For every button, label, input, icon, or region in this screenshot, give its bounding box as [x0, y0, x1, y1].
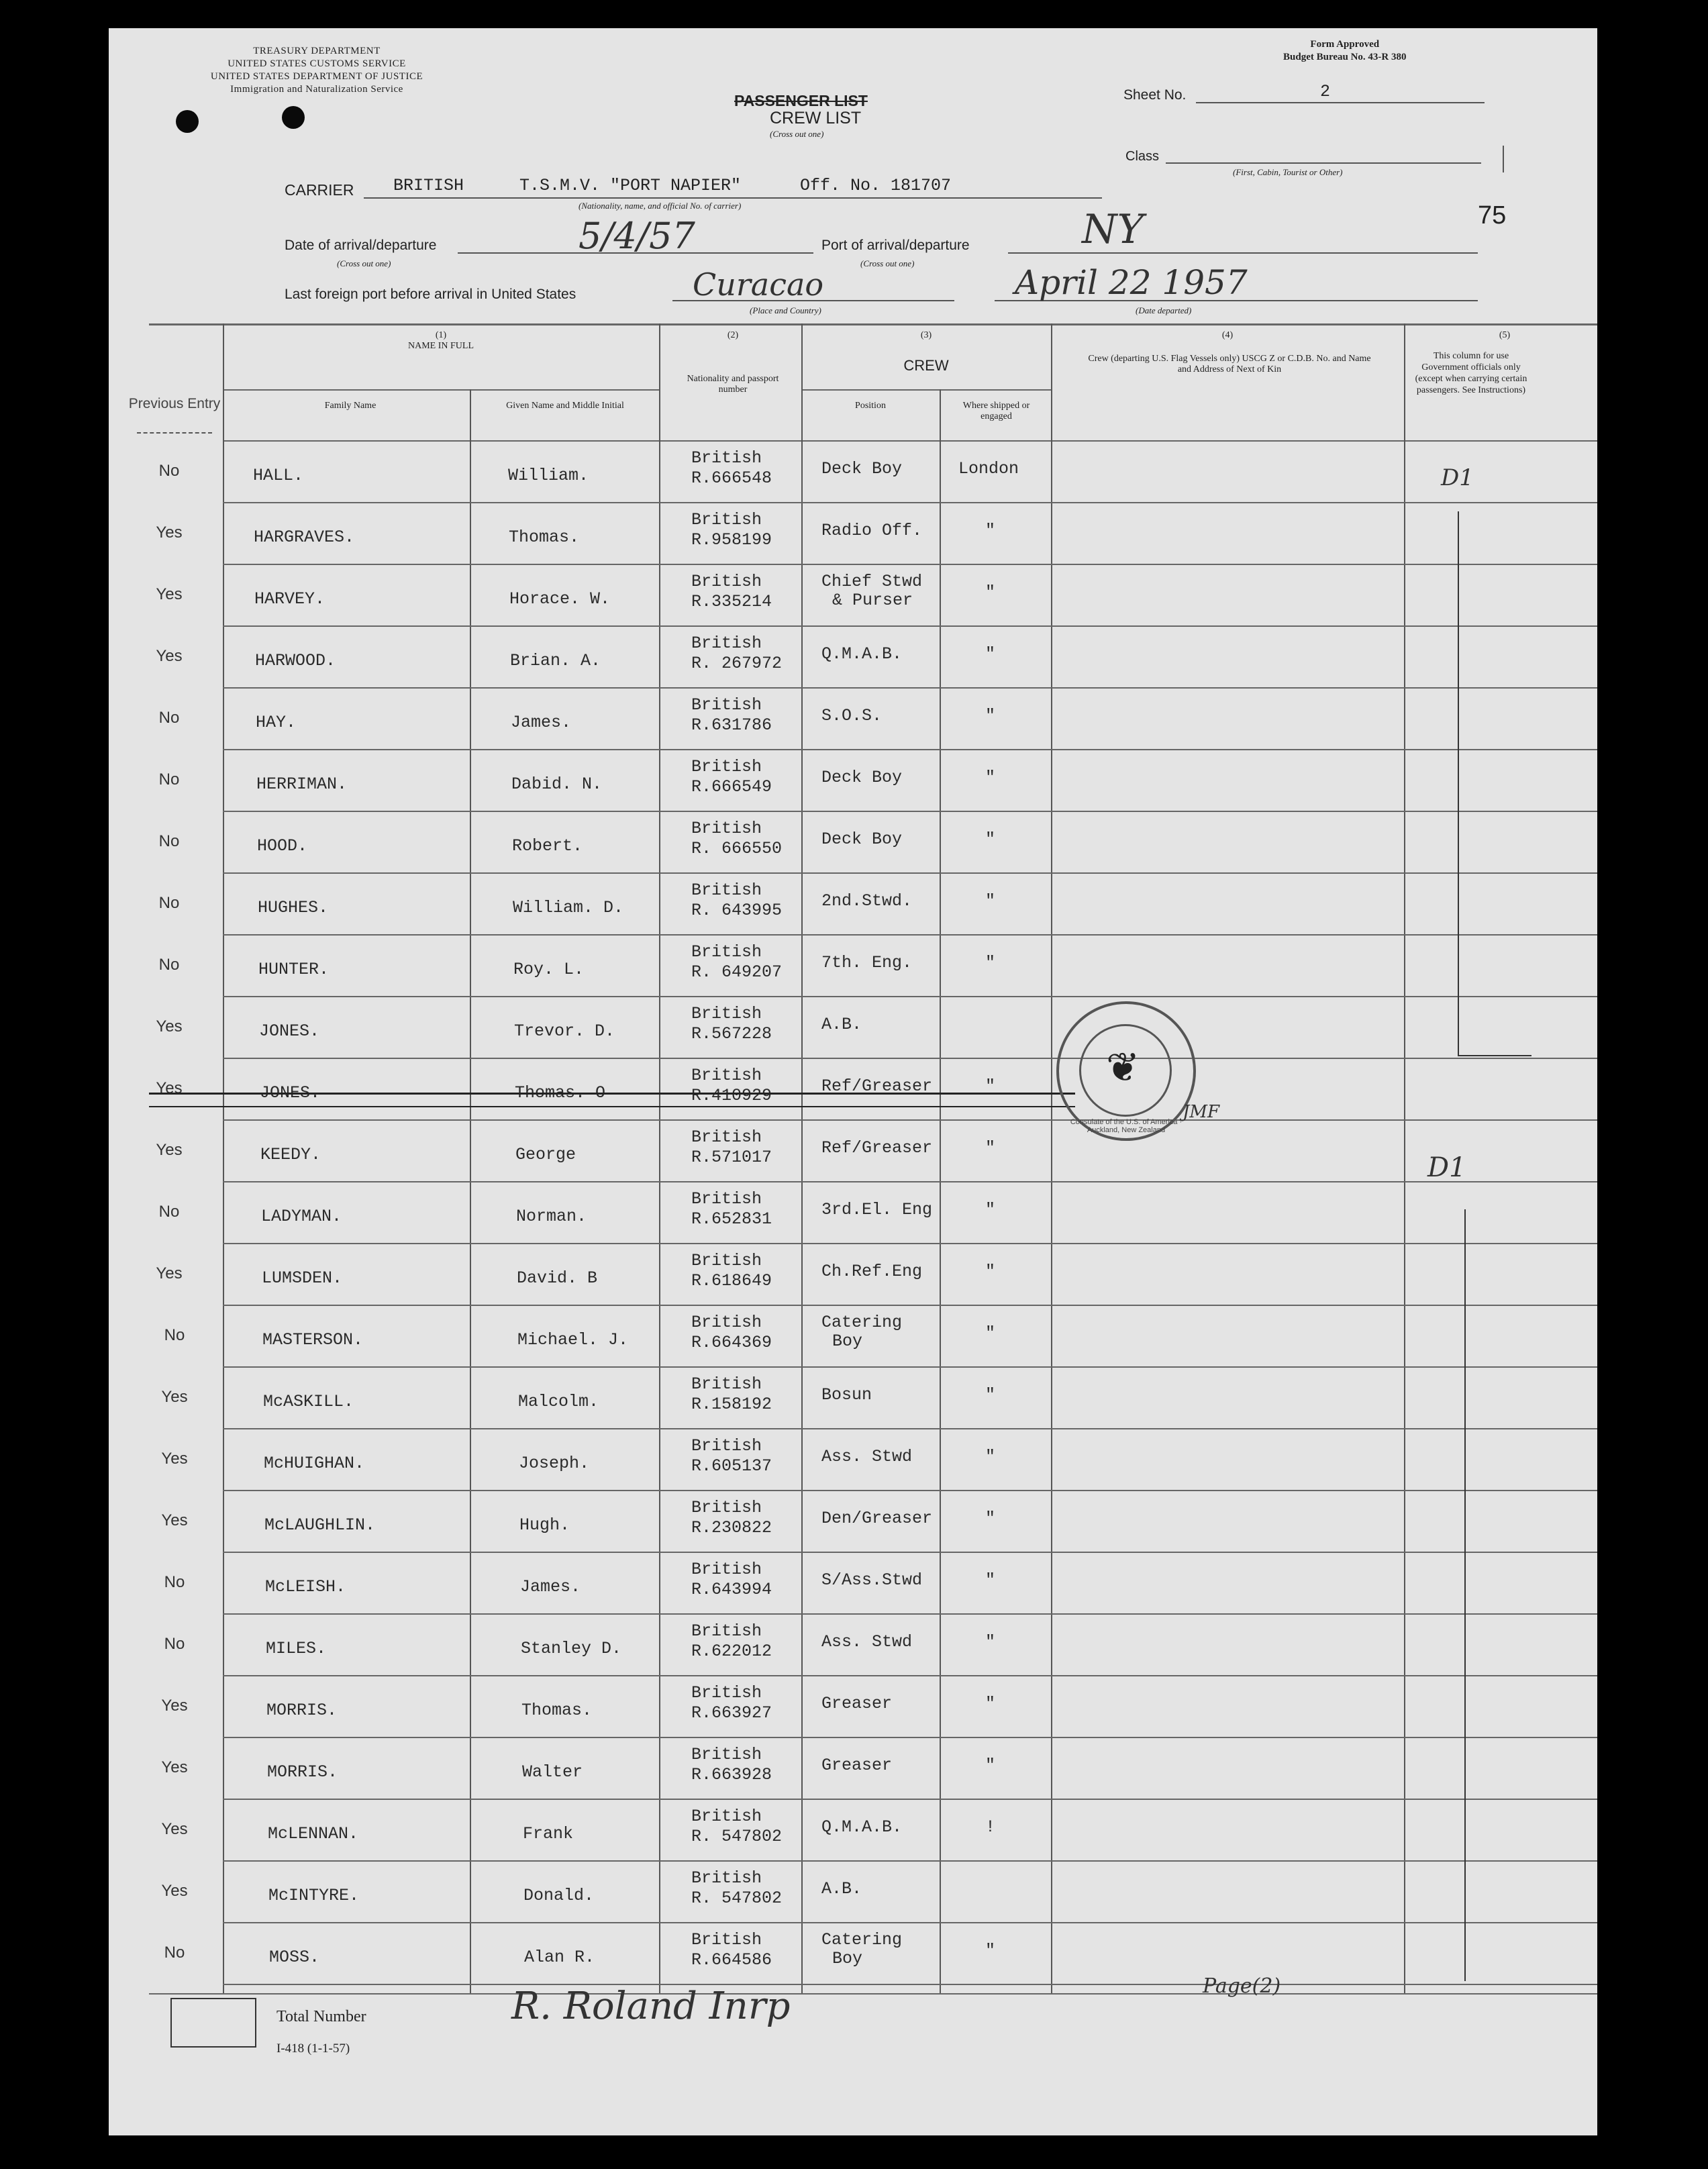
row-divider [223, 1305, 1597, 1306]
shipped-cell: " [985, 1509, 996, 1528]
row-divider [223, 625, 1597, 627]
col1-title: NAME IN FULL [408, 341, 474, 351]
given-name-cell: Thomas. O [515, 1083, 606, 1103]
family-name-cell: MASTERSON. [262, 1330, 364, 1350]
given-name-cell: William. D. [513, 898, 624, 917]
column-divider [223, 323, 224, 1993]
agency-line: Immigration and Naturalization Service [230, 84, 403, 95]
given-name-cell: William. [508, 466, 589, 485]
column-divider [801, 323, 803, 1993]
nationality-cell: British [691, 1251, 762, 1270]
previous-entry-cell: No [158, 894, 180, 912]
previous-entry-cell: No [158, 462, 180, 480]
previous-entry-cell: No [164, 1573, 185, 1591]
row-divider [223, 1552, 1597, 1553]
passport-cell: R.664369 [691, 1333, 772, 1352]
nationality-cell: British [691, 942, 762, 962]
class-note: (First, Cabin, Tourist or Other) [1233, 167, 1343, 177]
previous-entry-cell: Yes [156, 1141, 183, 1159]
given-name-cell: George [515, 1145, 576, 1164]
nationality-cell: British [691, 1127, 762, 1147]
arrival-port-value: NY [1082, 206, 1144, 253]
family-name-cell: HUGHES. [258, 898, 329, 917]
nationality-cell: British [691, 819, 762, 838]
nationality-cell: British [691, 1683, 762, 1703]
position-cell: Greaser [821, 1756, 893, 1775]
family-name-cell: McLENNAN. [268, 1824, 359, 1844]
carrier-official-no: Off. No. 181707 [800, 176, 952, 195]
agency-line: TREASURY DEPARTMENT [253, 46, 381, 56]
arrival-date-note: (Cross out one) [337, 258, 391, 268]
family-name-cell: HARWOOD. [255, 651, 336, 670]
row-divider [223, 934, 1597, 936]
page-note: Page(2) [1203, 1974, 1281, 1998]
given-name-cell: Alan R. [524, 1948, 595, 1967]
passenger-list-title: PASSENGER LIST [734, 92, 868, 109]
position-cell: Deck Boy [821, 829, 903, 849]
budget-bureau: Budget Bureau No. 43-R 380 [1283, 52, 1407, 62]
passport-cell: R.567228 [691, 1024, 772, 1044]
previous-entry-cell: No [158, 832, 180, 850]
col2-number: (2) [727, 330, 739, 340]
position-cell-line2: & Purser [832, 591, 913, 610]
last-port-date: April 22 1957 [1015, 263, 1248, 302]
shipped-cell: " [985, 768, 996, 787]
class-tick [1503, 146, 1504, 172]
previous-entry-cell: No [158, 1203, 180, 1221]
form-number: I-418 (1-1-57) [277, 2041, 350, 2056]
shipped-cell: " [985, 1632, 996, 1652]
given-name-cell: Joseph. [519, 1454, 590, 1473]
family-name-cell: McASKILL. [263, 1392, 354, 1411]
given-name-cell: Hugh. [519, 1515, 570, 1535]
previous-entry-cell: Yes [161, 1388, 188, 1406]
passport-cell: R.571017 [691, 1148, 772, 1167]
shipped-cell: " [985, 891, 996, 911]
last-port-place-note: (Place and Country) [750, 305, 821, 315]
passport-cell: R.230822 [691, 1518, 772, 1537]
family-name-cell: HOOD. [257, 836, 308, 856]
nationality-cell: British [691, 1004, 762, 1023]
row-divider [223, 1243, 1597, 1244]
position-cell: 2nd.Stwd. [821, 891, 913, 911]
nationality-cell: British [691, 1868, 762, 1888]
arrival-port-note: (Cross out one) [860, 258, 915, 268]
previous-entry-cell: Yes [156, 647, 183, 665]
given-name-cell: Roy. L. [513, 960, 585, 979]
previous-entry-cell: Yes [161, 1511, 188, 1529]
row-divider [223, 1675, 1597, 1676]
nationality-cell: British [691, 1066, 762, 1085]
family-name-cell: HARGRAVES. [254, 527, 355, 547]
passport-cell: R.605137 [691, 1456, 772, 1476]
previous-entry-cell: Yes [161, 1820, 188, 1838]
given-name-cell: Robert. [512, 836, 583, 856]
position-cell: Den/Greaser [821, 1509, 933, 1528]
shipped-cell: London [958, 459, 1019, 478]
given-name-header: Given Name and Middle Initial [506, 401, 624, 411]
previous-entry-cell: No [164, 1944, 185, 1962]
shipped-cell: " [985, 1262, 996, 1281]
given-name-cell: Walter [522, 1762, 583, 1782]
passport-cell: R.643994 [691, 1580, 772, 1599]
position-cell-line2: Boy [832, 1331, 863, 1351]
position-cell: Deck Boy [821, 459, 903, 478]
family-name-cell: McINTYRE. [268, 1886, 360, 1905]
total-number-box [170, 1998, 256, 2048]
col4-number: (4) [1221, 330, 1234, 340]
shipped-cell: " [985, 1323, 996, 1343]
crew-header: CREW [903, 357, 949, 374]
sheet-number: 2 [1320, 82, 1331, 101]
family-name-header: Family Name [324, 401, 376, 411]
passport-cell: R.666548 [691, 468, 772, 488]
previous-entry-cell: No [164, 1635, 185, 1653]
previous-entry-cell: Yes [161, 1697, 188, 1715]
position-cell: Chief Stwd [821, 572, 923, 591]
passport-cell: R.664586 [691, 1950, 772, 1970]
col1-number: (1) [435, 330, 447, 340]
table-bottom-border [149, 1993, 1597, 1995]
position-cell: Catering [821, 1313, 903, 1332]
row-divider [223, 502, 1597, 503]
nationality-cell: British [691, 1560, 762, 1579]
row-divider [223, 564, 1597, 565]
row-divider [223, 1119, 1597, 1121]
nationality-cell: British [691, 757, 762, 776]
row-divider [223, 1428, 1597, 1429]
previous-entry-cell: Yes [161, 1882, 188, 1900]
column-divider [940, 389, 941, 1993]
passport-cell: R.618649 [691, 1271, 772, 1291]
given-name-cell: Horace. W. [509, 589, 611, 609]
passport-cell: R. 547802 [691, 1827, 783, 1846]
shipped-cell: " [985, 829, 996, 849]
class-underline [1166, 162, 1481, 164]
position-cell: Ch.Ref.Eng [821, 1262, 923, 1281]
previous-entry-cell: Yes [156, 1017, 183, 1036]
passport-cell: R. 666550 [691, 839, 783, 858]
shipped-cell: " [985, 706, 996, 725]
nationality-cell: British [691, 1374, 762, 1394]
family-name-cell: McHUIGHAN. [264, 1454, 365, 1473]
given-name-cell: James. [511, 713, 572, 732]
shipped-cell: " [985, 1076, 996, 1096]
last-port-label: Last foreign port before arrival in United States [285, 287, 576, 302]
col1-header [223, 330, 659, 352]
shipped-cell: " [985, 1200, 996, 1219]
punch-hole [282, 106, 305, 129]
family-name-cell: LUMSDEN. [262, 1268, 343, 1288]
nationality-cell: British [691, 634, 762, 653]
previous-entry-cell: Yes [156, 1079, 183, 1097]
row-divider [223, 1613, 1597, 1615]
passport-cell: R.958199 [691, 530, 772, 550]
row-divider [223, 1922, 1597, 1923]
previous-entry-cell: Yes [156, 1264, 183, 1282]
family-name-cell: HERRIMAN. [256, 774, 348, 794]
nationality-cell: British [691, 448, 762, 468]
row-divider [223, 872, 1597, 874]
position-header: Position [855, 401, 886, 411]
shipped-cell: " [985, 1447, 996, 1466]
nationality-cell: British [691, 1930, 762, 1950]
family-name-cell: HAY. [256, 713, 297, 732]
bracket-line [1464, 1209, 1466, 1981]
given-name-cell: James. [520, 1577, 581, 1597]
shipped-cell: " [985, 1756, 996, 1775]
previous-entry-cell: No [158, 770, 180, 789]
passport-cell: R.652831 [691, 1209, 772, 1229]
col4-header: Crew (departing U.S. Flag Vessels only) USCG Z or C.D.B. No. and Name and Address of Next of Kin [1088, 354, 1371, 374]
table-top-border [149, 323, 1597, 325]
arrival-date-value: 5/4/57 [579, 215, 695, 257]
position-cell: Ref/Greaser [821, 1138, 933, 1158]
sheet-underline [1196, 102, 1485, 103]
family-name-cell: JONES. [260, 1083, 321, 1103]
given-name-cell: Thomas. [509, 527, 580, 547]
agency-header [206, 45, 428, 96]
passport-cell: R. 643995 [691, 901, 783, 920]
given-name-cell: David. B [517, 1268, 598, 1288]
shipped-cell: " [985, 521, 996, 540]
col2-header: Nationality and passport number [687, 374, 779, 395]
family-name-cell: McLEISH. [265, 1577, 346, 1597]
nationality-cell: British [691, 1745, 762, 1764]
previous-entry-cell: No [164, 1326, 185, 1344]
previous-entry-cell: Yes [156, 523, 183, 542]
family-name-cell: MILES. [266, 1639, 327, 1658]
position-cell: Bosun [821, 1385, 872, 1405]
punch-hole [176, 110, 199, 133]
family-name-cell: LADYMAN. [261, 1207, 342, 1226]
previous-entry-cell: Yes [161, 1758, 188, 1776]
col3-number: (3) [920, 330, 932, 340]
shipped-cell: " [985, 1570, 996, 1590]
shipped-cell: " [985, 1385, 996, 1405]
nationality-cell: British [691, 572, 762, 591]
given-name-cell: Brian. A. [510, 651, 601, 670]
bracket-foot [1458, 1055, 1531, 1056]
form-approved [1283, 38, 1407, 64]
bracket-line [1458, 511, 1459, 1055]
row-divider [223, 687, 1597, 689]
passport-cell: R.631786 [691, 715, 772, 735]
nationality-cell: British [691, 1807, 762, 1826]
form-approved-line: Form Approved [1310, 39, 1380, 50]
passport-cell: R. 649207 [691, 962, 783, 982]
row-divider [223, 996, 1597, 997]
row-divider [223, 811, 1597, 812]
position-cell: Deck Boy [821, 768, 903, 787]
given-name-cell: Trevor. D. [514, 1021, 615, 1041]
shipped-cell: " [985, 583, 996, 602]
carrier-note: (Nationality, name, and official No. of carrier) [579, 201, 742, 211]
position-cell: Ass. Stwd [821, 1447, 913, 1466]
position-cell: Greaser [821, 1694, 893, 1713]
family-name-cell: McLAUGHLIN. [264, 1515, 376, 1535]
crew-list-title: CREW LIST [770, 109, 862, 128]
nationality-cell: British [691, 1436, 762, 1456]
family-name-cell: JONES. [259, 1021, 320, 1041]
crew-list-form [109, 28, 1597, 2135]
stamp-initials: JMF [1183, 1102, 1220, 1122]
carrier-nationality: BRITISH [393, 176, 464, 195]
previous-entry-cell: No [158, 709, 180, 727]
position-cell: Catering [821, 1930, 903, 1950]
nationality-cell: British [691, 1498, 762, 1517]
stamp-text: Consulate of the U.S. of America · Auckland, New Zealand [1070, 1118, 1183, 1134]
arrival-port-underline [1008, 252, 1478, 254]
passport-cell: R.666549 [691, 777, 772, 797]
sheet-label: Sheet No. [1123, 87, 1187, 103]
position-cell: Radio Off. [821, 521, 923, 540]
row-divider [223, 1984, 1597, 1985]
position-cell: 7th. Eng. [821, 953, 913, 972]
family-name-cell: HUNTER. [258, 960, 330, 979]
class-label: Class [1125, 149, 1160, 164]
given-name-cell: Norman. [516, 1207, 587, 1226]
previous-entry-cell: Yes [161, 1450, 188, 1468]
family-name-cell: HARVEY. [254, 589, 325, 609]
given-name-cell: Donald. [523, 1886, 595, 1905]
column-divider [659, 323, 660, 1993]
nationality-cell: British [691, 695, 762, 715]
name-header-divider [223, 389, 659, 391]
row-divider [223, 1490, 1597, 1491]
carrier-underline [364, 197, 1102, 199]
family-name-cell: HALL. [253, 466, 304, 485]
carrier-label: CARRIER [285, 181, 354, 199]
position-cell: Q.M.A.B. [821, 644, 903, 664]
shipped-cell: " [985, 644, 996, 664]
position-cell: A.B. [821, 1015, 862, 1034]
total-number-label: Total Number [277, 2008, 366, 2025]
position-cell: S.O.S. [821, 706, 883, 725]
row-divider [223, 1181, 1597, 1182]
shipped-cell: " [985, 1941, 996, 1960]
nationality-cell: British [691, 880, 762, 900]
nationality-cell: British [691, 1621, 762, 1641]
title-note: (Cross out one) [770, 129, 824, 139]
last-port-date-note: (Date departed) [1136, 305, 1192, 315]
position-cell: A.B. [821, 1879, 862, 1899]
previous-entry-cell: Yes [156, 585, 183, 603]
passport-cell: R.622012 [691, 1642, 772, 1661]
position-cell: Ref/Greaser [821, 1076, 933, 1096]
col5-header: This column for use Government officials only (except when carrying certain passengers. See Instructions) [1415, 351, 1527, 395]
family-name-cell: KEEDY. [260, 1145, 321, 1164]
nationality-cell: British [691, 510, 762, 529]
family-name-cell: MOSS. [269, 1948, 320, 1967]
arrival-date-label: Date of arrival/departure [285, 238, 437, 253]
family-name-cell: MORRIS. [267, 1762, 338, 1782]
row-divider [223, 1366, 1597, 1368]
position-cell: S/Ass.Stwd [821, 1570, 923, 1590]
shipped-cell: " [985, 1138, 996, 1158]
consulate-stamp [1056, 1001, 1196, 1141]
passport-cell: R. 547802 [691, 1888, 783, 1908]
d1-mark-top: D1 [1441, 464, 1474, 491]
position-cell-line2: Boy [832, 1949, 863, 1968]
last-port-place: Curacao [693, 266, 824, 303]
table-header-bottom [223, 440, 1597, 442]
position-cell: 3rd.El. Eng [821, 1200, 933, 1219]
row-divider [223, 1799, 1597, 1800]
row-divider [223, 1737, 1597, 1738]
row-divider [223, 1058, 1597, 1059]
passport-cell: R.410929 [691, 1086, 772, 1105]
given-name-cell: Dabid. N. [511, 774, 603, 794]
page-number: 75 [1478, 201, 1507, 230]
column-divider [1404, 323, 1405, 1993]
previous-entry-underline [137, 432, 212, 434]
passport-cell: R.335214 [691, 592, 772, 611]
shipped-cell: " [985, 953, 996, 972]
previous-entry-header: Previous Entry [128, 396, 221, 411]
given-name-cell: Malcolm. [518, 1392, 599, 1411]
agency-line: UNITED STATES DEPARTMENT OF JUSTICE [210, 71, 423, 82]
eagle-icon: ❦ [1106, 1046, 1140, 1090]
row-divider [223, 749, 1597, 750]
d1-mark-mid: D1 [1427, 1152, 1466, 1183]
row-strike-through [149, 1106, 1075, 1107]
passport-cell: R.663928 [691, 1765, 772, 1784]
position-cell: Q.M.A.B. [821, 1817, 903, 1837]
crew-header-divider [801, 389, 1051, 391]
column-divider [470, 389, 471, 1993]
column-divider [1051, 323, 1052, 1993]
col5-number: (5) [1499, 330, 1511, 340]
row-strike-through [149, 1093, 1075, 1095]
carrier-vessel: T.S.M.V. "PORT NAPIER" [519, 176, 742, 195]
nationality-cell: British [691, 1313, 762, 1332]
position-cell: Ass. Stwd [821, 1632, 913, 1652]
given-name-cell: Michael. J. [517, 1330, 629, 1350]
given-name-cell: Frank [523, 1824, 574, 1844]
row-divider [223, 1860, 1597, 1862]
given-name-cell: Thomas. [521, 1701, 593, 1720]
nationality-cell: British [691, 1189, 762, 1209]
shipped-header: Where shipped or engaged [962, 401, 1030, 421]
signature: R. Roland Inrp [511, 1984, 791, 2028]
passport-cell: R.663927 [691, 1703, 772, 1723]
previous-entry-cell: No [158, 956, 180, 974]
arrival-port-label: Port of arrival/departure [821, 238, 970, 253]
given-name-cell: Stanley D. [521, 1639, 622, 1658]
passport-cell: R. 267972 [691, 654, 783, 673]
family-name-cell: MORRIS. [266, 1701, 338, 1720]
shipped-cell: ! [985, 1817, 996, 1837]
agency-line: UNITED STATES CUSTOMS SERVICE [228, 58, 406, 69]
shipped-cell: " [985, 1694, 996, 1713]
passport-cell: R.158192 [691, 1395, 772, 1414]
